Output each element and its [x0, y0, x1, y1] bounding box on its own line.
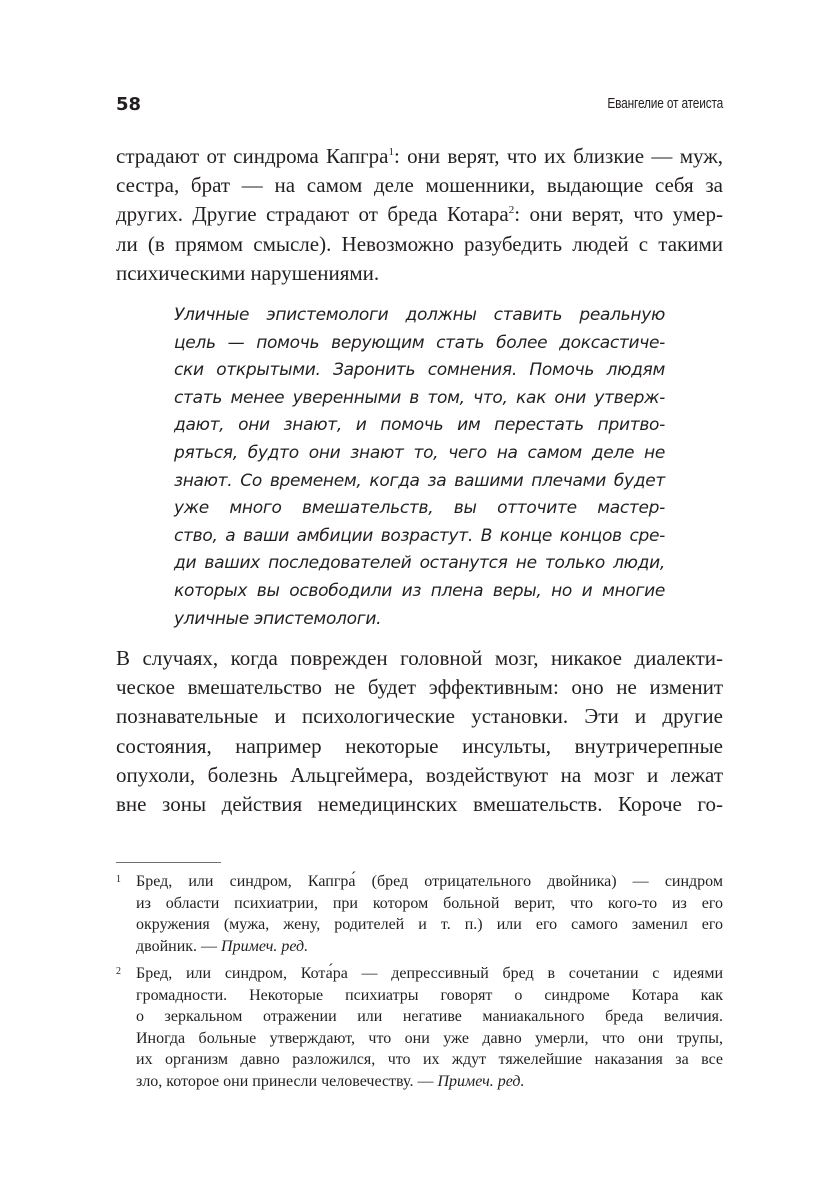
quote-line: Уличные эпистемологи должны ставить реальную: [174, 305, 665, 325]
editor-note: Примеч. ред.: [437, 1072, 525, 1090]
footnote-ref-1[interactable]: 1: [388, 146, 394, 158]
quote-line: уже много вмешательств, вы отточите мастер-: [174, 498, 665, 519]
quote-line: ди ваших последователей останутся не только люди,: [174, 553, 665, 574]
quote-line: ство, а ваши амбиции возрастут. В конце концов сре-: [174, 525, 665, 546]
block-quote: [174, 302, 665, 633]
quote-line: ски открытыми. Заронить сомнения. Помочь людям: [174, 360, 665, 381]
text-line: сестра, брат — на самом деле мошенники, выдающие себя за: [116, 173, 723, 198]
text-line: ческое вмешательство не будет эффективным: оно не изменит: [116, 675, 723, 700]
footnote-line: двойник. — Примеч. ред.: [136, 937, 309, 955]
quote-line: знают. Со временем, когда за вашими плечами будет: [174, 470, 665, 491]
quote-line: цель — помочь верующим стать более доксастиче-: [174, 332, 665, 353]
quote-line: уличные эпистемологи.: [174, 608, 382, 629]
footnote-divider: [116, 862, 221, 863]
footnote-marker: 1: [116, 874, 121, 885]
footnote-line: о зеркальном отражении или негативе маниакального бреда величия.: [136, 1008, 723, 1025]
footnote-line: окружения (мужа, жену, родителей и т. п.) или его самого заменил его: [136, 916, 723, 933]
text-line: страдают от синдрома Капгра$^1$: они верят, что их близкие — муж,: [116, 144, 723, 168]
paragraph-1: [116, 142, 723, 288]
footnote-line: громадности. Некоторые психиатры говорят о синдроме Котара как: [136, 986, 723, 1004]
book-title: Евангелие от атеиста: [607, 96, 723, 112]
text-line: других. Другие страдают от бреда Котара$^2$: они верят, что умер-: [116, 202, 723, 227]
page-number: 58: [116, 94, 142, 115]
text-line: опухоли, болезнь Альцгеймера, воздействуют на мозг и лежат: [116, 762, 723, 787]
footnote-line: Бред, или синдром, Капгра́ (бред отрицательного двойника) — синдром: [136, 873, 723, 890]
text-line: познавательные и психологические установки. Эти и другие: [116, 704, 723, 729]
text-line: состояния, например некоторые инсульты, внутричерепные: [116, 733, 723, 758]
footnote-1: [116, 871, 723, 957]
paragraph-2: [116, 644, 723, 819]
footnote-line: Бред, или синдром, Кота́ра — депрессивный бред в сочетании с идеями: [136, 965, 723, 982]
footnote-line: их организм давно разложился, что их ждут тяжелейшие наказания за все: [136, 1051, 723, 1068]
footnote-line: зло, которое они принесли человечеству. — Примеч. ред.: [136, 1072, 525, 1090]
footnote-ref-2[interactable]: 2: [508, 204, 515, 217]
quote-line: ряться, будто они знают то, чего на самом деле не: [174, 442, 665, 463]
text-line: вне зоны действия немедицинских вмешательств. Короче го-: [116, 792, 723, 817]
footnote-line: Иногда больные утверждают, что они уже давно умерли, что они трупы,: [136, 1029, 723, 1047]
quote-line: стать менее уверенными в том, что, как они утверж-: [174, 387, 665, 408]
footnote-2: [116, 963, 723, 1092]
text-line: психическими нарушениями.: [116, 260, 380, 285]
editor-note: Примеч. ред.: [221, 937, 309, 955]
quote-line: дают, они знают, и помочь им перестать притво-: [174, 415, 665, 436]
running-head: [116, 94, 723, 118]
footnote-marker: 2: [116, 966, 121, 977]
text-line: ли (в прямом смысле). Невозможно разубедить людей с такими: [116, 231, 723, 256]
quote-line: которых вы освободили из плена веры, но и многие: [174, 580, 665, 601]
text-line: В случаях, когда поврежден головной мозг, никакое диалекти-: [116, 646, 723, 670]
footnote-line: из области психиатрии, при котором больной верит, что кого-то из его: [136, 894, 723, 912]
